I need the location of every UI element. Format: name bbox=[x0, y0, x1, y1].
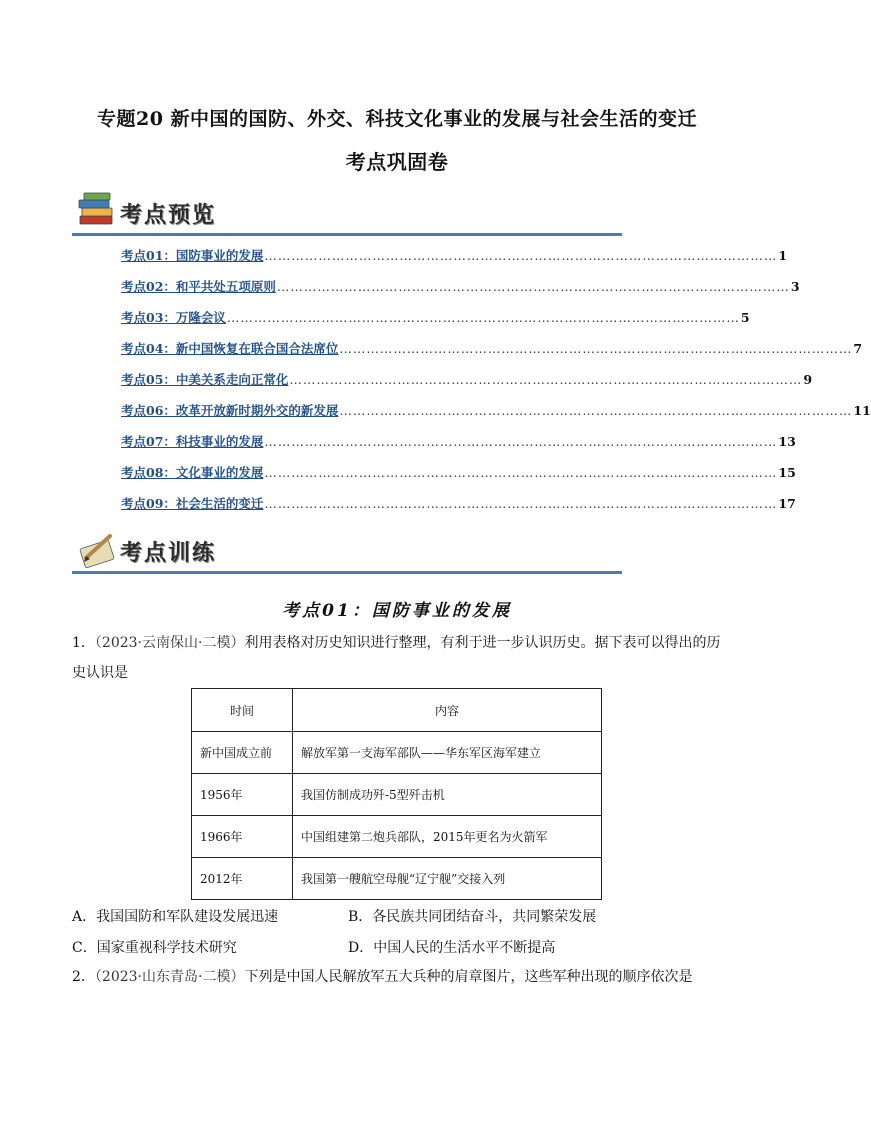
section-header-training bbox=[72, 528, 632, 574]
toc-link[interactable]: 考点07：科技事业的发展 bbox=[121, 434, 264, 449]
toc-item[interactable] bbox=[121, 308, 750, 328]
toc-leader: …………………………………………………………………………………………………… bbox=[339, 403, 853, 418]
toc-page-number: 3 bbox=[790, 279, 800, 294]
toc-page-number: 15 bbox=[778, 465, 796, 480]
table-row bbox=[192, 816, 602, 858]
toc-item[interactable] bbox=[121, 494, 796, 514]
section-rule bbox=[72, 233, 622, 236]
question-number: 1． bbox=[72, 635, 95, 651]
question-2 bbox=[72, 962, 732, 992]
toc-leader: …………………………………………………………………………………………………… bbox=[289, 372, 803, 387]
question-text: 利用表格对历史知识进行整理，有利于进一步认识历史。据下表可以得出的历史认识是 bbox=[72, 635, 721, 681]
toc-page-number: 11 bbox=[853, 403, 871, 418]
question-1 bbox=[72, 628, 732, 688]
section-header-label: 考点预览 bbox=[120, 203, 217, 228]
question-number: 2． bbox=[72, 969, 95, 985]
question-source: （2023·云南保山·二模） bbox=[94, 635, 245, 651]
option-d[interactable]: D．中国人民的生活水平不断提高 bbox=[348, 940, 556, 956]
toc-link[interactable]: 考点02：和平共处五项原则 bbox=[121, 279, 276, 294]
table-row bbox=[192, 858, 602, 900]
toc-leader: …………………………………………………………………………………………………… bbox=[264, 248, 778, 263]
toc-item[interactable] bbox=[121, 246, 788, 266]
table-row bbox=[192, 774, 602, 816]
table-cell: 解放军第一支海军部队——华东军区海军建立 bbox=[293, 732, 602, 774]
toc-link[interactable]: 考点08：文化事业的发展 bbox=[121, 465, 264, 480]
toc-link[interactable]: 考点05：中美关系走向正常化 bbox=[121, 372, 289, 387]
history-table bbox=[191, 688, 602, 900]
section-header-preview bbox=[72, 190, 632, 236]
toc-leader: …………………………………………………………………………………………………… bbox=[276, 279, 790, 294]
toc-item[interactable] bbox=[121, 432, 796, 452]
toc-page-number: 13 bbox=[778, 434, 796, 449]
table-cell: 中国组建第二炮兵部队，2015年更名为火箭军 bbox=[293, 816, 602, 858]
toc-page-number: 17 bbox=[778, 496, 796, 511]
table-header-cell: 内容 bbox=[293, 689, 602, 732]
table-cell: 1966年 bbox=[192, 816, 293, 858]
table-cell: 我国第一艘航空母舰“辽宁舰”交接入列 bbox=[293, 858, 602, 900]
toc-link[interactable]: 考点04：新中国恢复在联合国合法席位 bbox=[121, 341, 339, 356]
toc-leader: …………………………………………………………………………………………………… bbox=[264, 496, 778, 511]
toc-page-number: 1 bbox=[778, 248, 788, 263]
toc-page-number: 5 bbox=[740, 310, 750, 325]
table-cell: 1956年 bbox=[192, 774, 293, 816]
toc-page-number: 7 bbox=[853, 341, 863, 356]
option-a[interactable]: A．我国国防和军队建设发展迅速 bbox=[72, 909, 279, 925]
toc-item[interactable] bbox=[121, 401, 871, 421]
table-cell: 我国仿制成功歼-5型歼击机 bbox=[293, 774, 602, 816]
toc-item[interactable] bbox=[121, 339, 863, 359]
pen-paper-icon bbox=[76, 528, 118, 570]
option-c[interactable]: C．国家重视科学技术研究 bbox=[72, 940, 237, 956]
toc-leader: …………………………………………………………………………………………………… bbox=[264, 434, 778, 449]
toc-leader: …………………………………………………………………………………………………… bbox=[226, 310, 740, 325]
toc-page-number: 9 bbox=[803, 372, 813, 387]
table-header-row bbox=[192, 689, 602, 732]
table-cell: 新中国成立前 bbox=[192, 732, 293, 774]
question-text: 下列是中国人民解放军五大兵种的肩章图片，这些军种出现的顺序依次是 bbox=[244, 969, 693, 985]
toc-leader: …………………………………………………………………………………………………… bbox=[339, 341, 853, 356]
toc-item[interactable] bbox=[121, 463, 796, 483]
option-b[interactable]: B．各民族共同团结奋斗，共同繁荣发展 bbox=[348, 909, 597, 925]
toc-link[interactable]: 考点09：社会生活的变迁 bbox=[121, 496, 264, 511]
section-rule bbox=[72, 571, 622, 574]
table-header-cell: 时间 bbox=[192, 689, 293, 732]
toc-link[interactable]: 考点01：国防事业的发展 bbox=[121, 248, 264, 263]
books-icon bbox=[76, 190, 118, 232]
document-title: 专题20 新中国的国防、外交、科技文化事业的发展与社会生活的变迁 bbox=[96, 108, 698, 130]
toc-leader: …………………………………………………………………………………………………… bbox=[264, 465, 778, 480]
toc-item[interactable] bbox=[121, 277, 800, 297]
toc-link[interactable]: 考点06：改革开放新时期外交的新发展 bbox=[121, 403, 339, 418]
section-header-label: 考点训练 bbox=[120, 541, 217, 566]
toc-item[interactable] bbox=[121, 370, 813, 390]
table-row bbox=[192, 732, 602, 774]
point-title: 考点01：国防事业的发展 bbox=[282, 601, 512, 621]
toc-link[interactable]: 考点03：万隆会议 bbox=[121, 310, 226, 325]
question-source: （2023·山东青岛·二模） bbox=[94, 969, 245, 985]
table-cell: 2012年 bbox=[192, 858, 293, 900]
document-subtitle: 考点巩固卷 bbox=[345, 150, 449, 174]
